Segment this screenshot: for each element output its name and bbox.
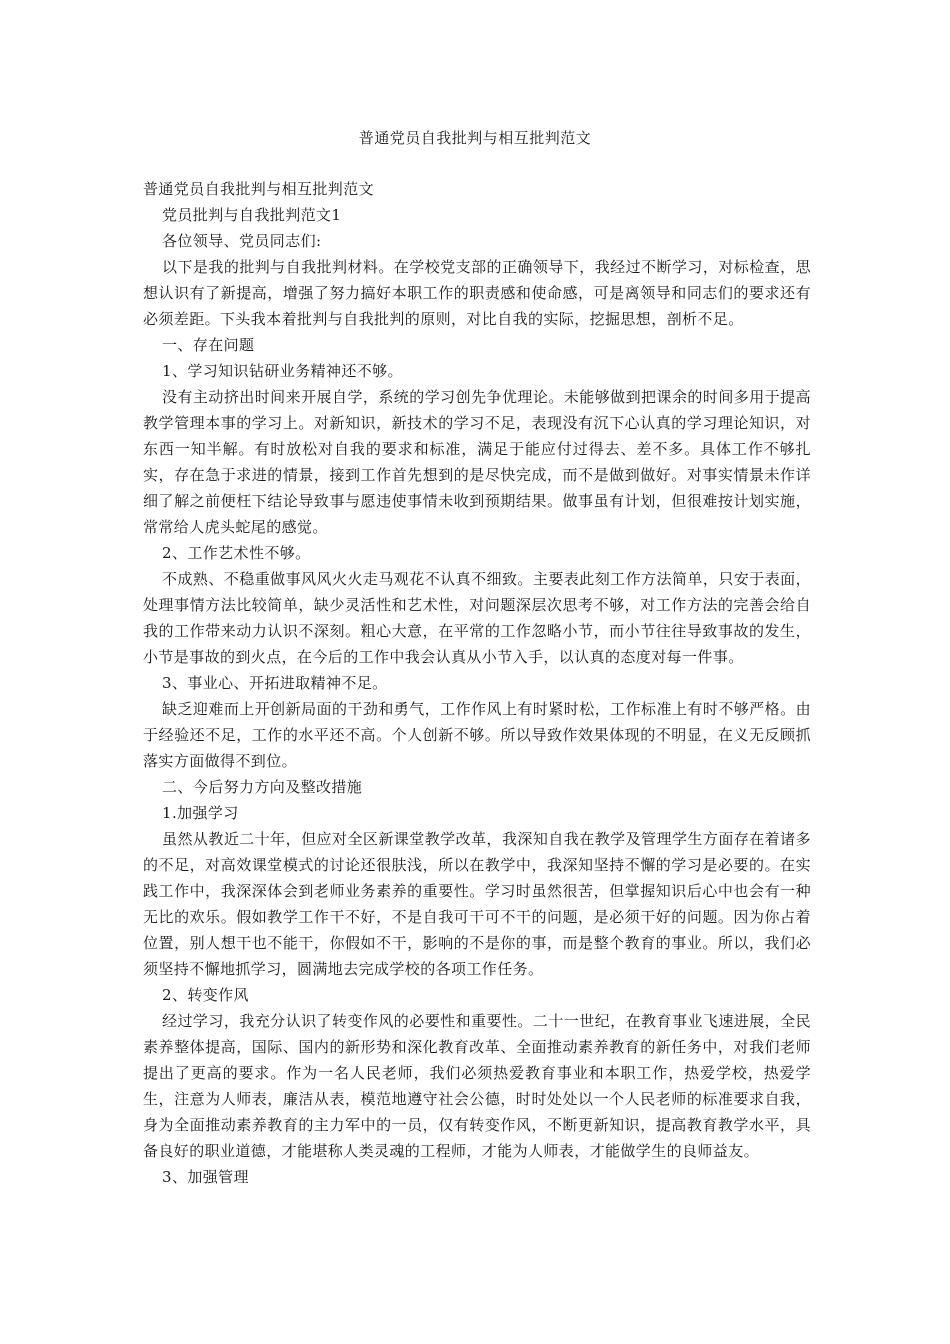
document-body [143,176,811,1190]
item-heading: 2、转变作风 [162,986,249,1004]
item-heading: 3、加强管理 [162,1168,249,1186]
item-heading: 1.加强学习 [162,804,239,822]
paragraph: 虽然从教近二十年，但应对全区新课堂教学改革，我深知自我在教学及管理学生方面存在着诸多的不足，对高效课堂模式的讨论还很肤浅，所以在教学中，我深知坚持不懈的学习是必要的。在实践工作中，我深深体会到老师业务素养的重要性。学习时虽然很苦，但掌握知识后心中也会有一种无比的欢乐。假如教学工作干不好，不是自我可干可不干的问题，是必须干好的问题。因为你占着位置，别人想干也不能干，你假如不干，影响的不是你的事，而是整个教育的事业。所以，我们必须坚持不懈地抓学习，圆满地去完成学校的各项工作任务。 [143,830,811,978]
paragraph: 没有主动挤出时间来开展自学，系统的学习创先争优理论。未能够做到把课余的时间多用于提高教学管理本事的学习上。对新知识，新技术的学习不足，表现没有沉下心认真的学习理论知识，对东西一知半解。有时放松对自我的要求和标准，满足于能应付过得去、差不多。具体工作不够扎实，存在急于求进的情景，接到工作首先想到的是尽快完成，而不是做到做好。对事实情景未作详细了解之前便枉下结论导致事与愿违使事情未收到预期结果。做事虽有计划，但很难按计划实施，常常给人虎头蛇尾的感觉。 [143,388,811,536]
item-heading: 3、事业心、开拓进取精神不足。 [162,674,388,692]
paragraph-heading: 普通党员自我批判与相互批判范文 [143,180,375,198]
section-heading: 二、今后努力方向及整改措施 [162,778,363,796]
paragraph: 缺乏迎难而上开创新局面的干劲和勇气，工作作风上有时紧时松，工作标准上有时不够严格。由于经验还不足，工作的水平还不高。个人创新不够。所以导致作效果体现的不明显，在义无反顾抓落实方面做得不到位。 [143,700,811,770]
section-heading: 一、存在问题 [162,336,255,354]
item-heading: 1、学习知识钻研业务精神还不够。 [162,362,403,380]
item-heading: 2、工作艺术性不够。 [162,544,311,562]
paragraph: 经过学习，我充分认识了转变作风的必要性和重要性。二十一世纪，在教育事业飞速进展，全民素养整体提高，国际、国内的新形势和深化教育改革、全面推动素养教育的新任务中，对我们老师提出了更高的要求。作为一名人民老师，我们必须热爱教育事业和本职工作，热爱学校，热爱学生，注意为人师表，廉洁从表，模范地遵守社会公德，时时处处以一个人民老师的标准要求自我，身为全面推动素养教育的主力军中的一员，仅有转变作风，不断更新知识，提高教育教学水平，具备良好的职业道德，才能堪称人类灵魂的工程师，才能为人师表，才能做学生的良师益友。 [143,1012,811,1160]
paragraph-subtitle: 党员批判与自我批判范文1 [162,206,342,224]
paragraph: 不成熟、不稳重做事风风火火走马观花不认真不细致。主要表此刻工作方法简单，只安于表面，处理事情方法比较简单，缺少灵活性和艺术性，对问题深层次思考不够，对工作方法的完善会给自我的工作带来动力认识不深刻。粗心大意，在平常的工作忽略小节，而小节往往导致事故的发生，小节是事故的到火点，在今后的工作中我会认真从小节入手，以认真的态度对每一件事。 [143,570,811,666]
document-title: 普通党员自我批判与相互批判范文 [358,129,592,147]
paragraph: 以下是我的批判与自我批判材料。在学校党支部的正确领导下，我经过不断学习，对标检查，思想认识有了新提高，增强了努力搞好本职工作的职责感和使命感，可是离领导和同志们的要求还有必须差距。下头我本着批判与自我批判的原则，对比自我的实际，挖掘思想，剖析不足。 [143,258,811,328]
paragraph-salutation: 各位领导、党员同志们: [162,232,322,250]
